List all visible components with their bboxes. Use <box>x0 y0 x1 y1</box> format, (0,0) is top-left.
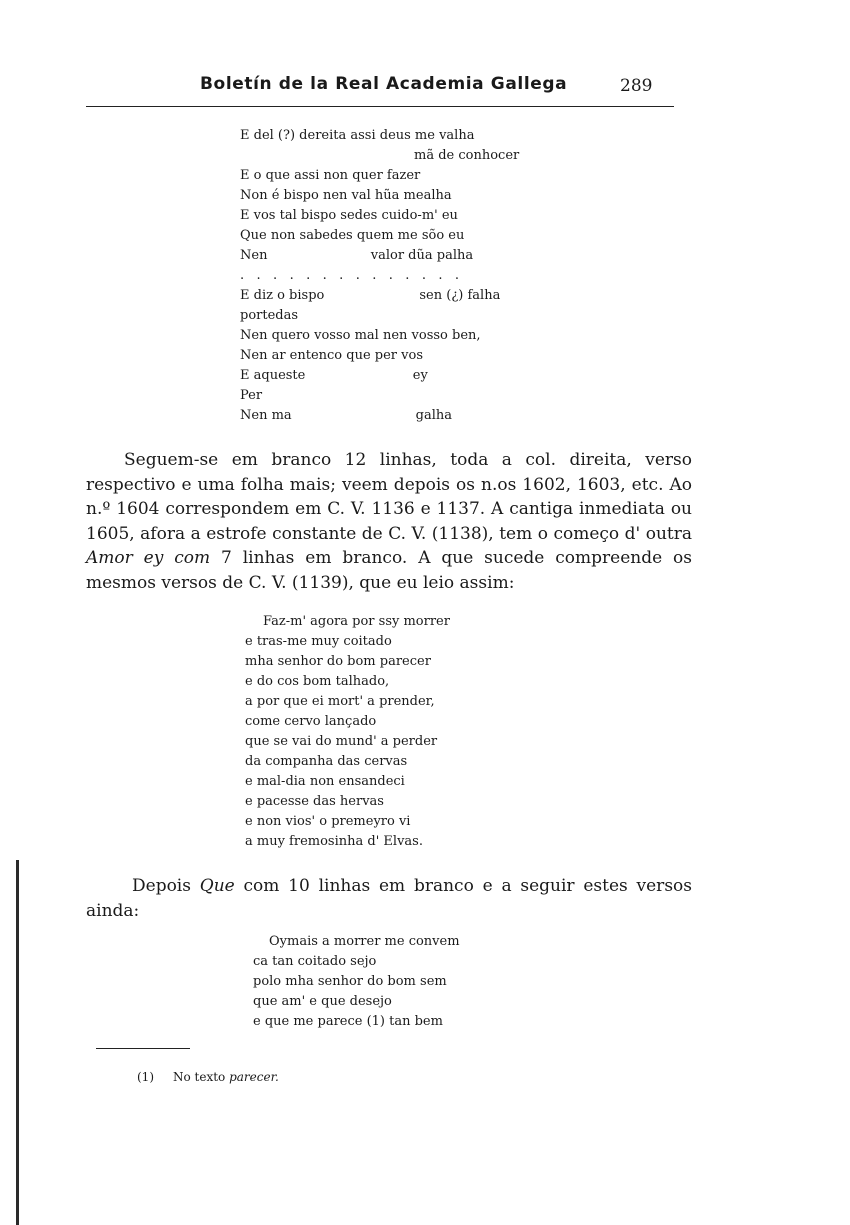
verse-line: polo mha senhor do bom sem <box>253 974 447 989</box>
verse-line: e tras-me muy coitado <box>245 634 392 649</box>
verse-line: come cervo lançado <box>245 714 377 729</box>
scan-edge-mark <box>16 860 19 1225</box>
verse-line: Nen ar entenco que per vos <box>240 348 423 363</box>
verse-line: portedas <box>240 308 299 323</box>
footnote-marker: (1) <box>137 1070 154 1084</box>
verse-line: Faz-m' agora por ssy morrer <box>263 614 450 629</box>
verse-line: ca tan coitado sejo <box>253 954 377 969</box>
paragraph-text: Depois <box>132 876 200 896</box>
verse-line: . . . . . . . . . . . . . . <box>240 268 460 283</box>
verse-line: Nen quero vosso mal nen vosso ben, <box>240 328 481 343</box>
verse-line: Oymais a morrer me convem <box>269 934 460 949</box>
verse-line: da companha das cervas <box>245 754 408 769</box>
verse-line: E vos tal bispo sedes cuido-m' eu <box>240 208 458 223</box>
italic-title: Que <box>199 876 235 896</box>
paragraph-text: 7 linhas em branco. A que sucede compreende os mesmos versos de C. V. (1139), que eu leio assim: <box>86 548 693 593</box>
paragraph-text: Seguem-se em branco 12 linhas, toda a col. direita, verso respectivo e uma folha mais; veem depois os n.os 1602, 1603, etc. Ao n.º 1604 correspondem em C. V. 1136 e 1137. A cantiga inmediata ou 1605, afora a estrofe constante de C. V. (1138), tem o começo d' outra <box>86 450 692 544</box>
header-rule <box>86 106 674 107</box>
verse-line: Nen valor dũa palha <box>240 248 474 263</box>
page-number: 289 <box>620 76 653 96</box>
footnote-italic: parecer. <box>229 1070 279 1084</box>
verse-line: e que me parece (1) tan bem <box>253 1014 443 1029</box>
verse-block-1 <box>240 126 519 426</box>
paragraph-2 <box>86 874 692 923</box>
verse-block-3 <box>253 932 460 1032</box>
footnote-rule <box>96 1048 190 1049</box>
verse-line: que se vai do mund' a perder <box>245 734 438 749</box>
verse-line: Nen ma galha <box>240 408 452 423</box>
italic-title: Amor ey com <box>86 548 211 568</box>
paragraph-text: com 10 linhas em branco e a seguir estes versos ainda: <box>86 876 692 921</box>
verse-line: que am' e que desejo <box>253 994 392 1009</box>
footnote <box>137 1070 279 1084</box>
paragraph-1 <box>86 448 692 595</box>
verse-line: a muy fremosinha d' Elvas. <box>245 834 423 849</box>
verse-line: Per <box>240 388 263 403</box>
verse-line: E diz o bispo sen (¿) falha <box>240 288 501 303</box>
verse-line: e pacesse das hervas <box>245 794 384 809</box>
verse-line: E o que assi non quer fazer <box>240 168 421 183</box>
verse-line: mha senhor do bom parecer <box>245 654 431 669</box>
verse-line: mã de conhocer <box>414 148 520 163</box>
verse-line: Non é bispo nen val hũa mealha <box>240 188 452 203</box>
footnote-text: No texto <box>173 1070 230 1084</box>
verse-line: e non vios' o premeyro vi <box>245 814 411 829</box>
verse-line: Que non sabedes quem me sõo eu <box>240 228 465 243</box>
verse-line: E aqueste ey <box>240 368 428 383</box>
verse-line: e mal-dia non ensandeci <box>245 774 405 789</box>
verse-line: e do cos bom talhado, <box>245 674 390 689</box>
verse-block-2 <box>245 612 450 852</box>
running-title: Boletín de la Real Academia Gallega <box>200 74 568 94</box>
verse-line: E del (?) dereita assi deus me valha <box>240 128 475 143</box>
verse-line: a por que ei mort' a prender, <box>245 694 435 709</box>
